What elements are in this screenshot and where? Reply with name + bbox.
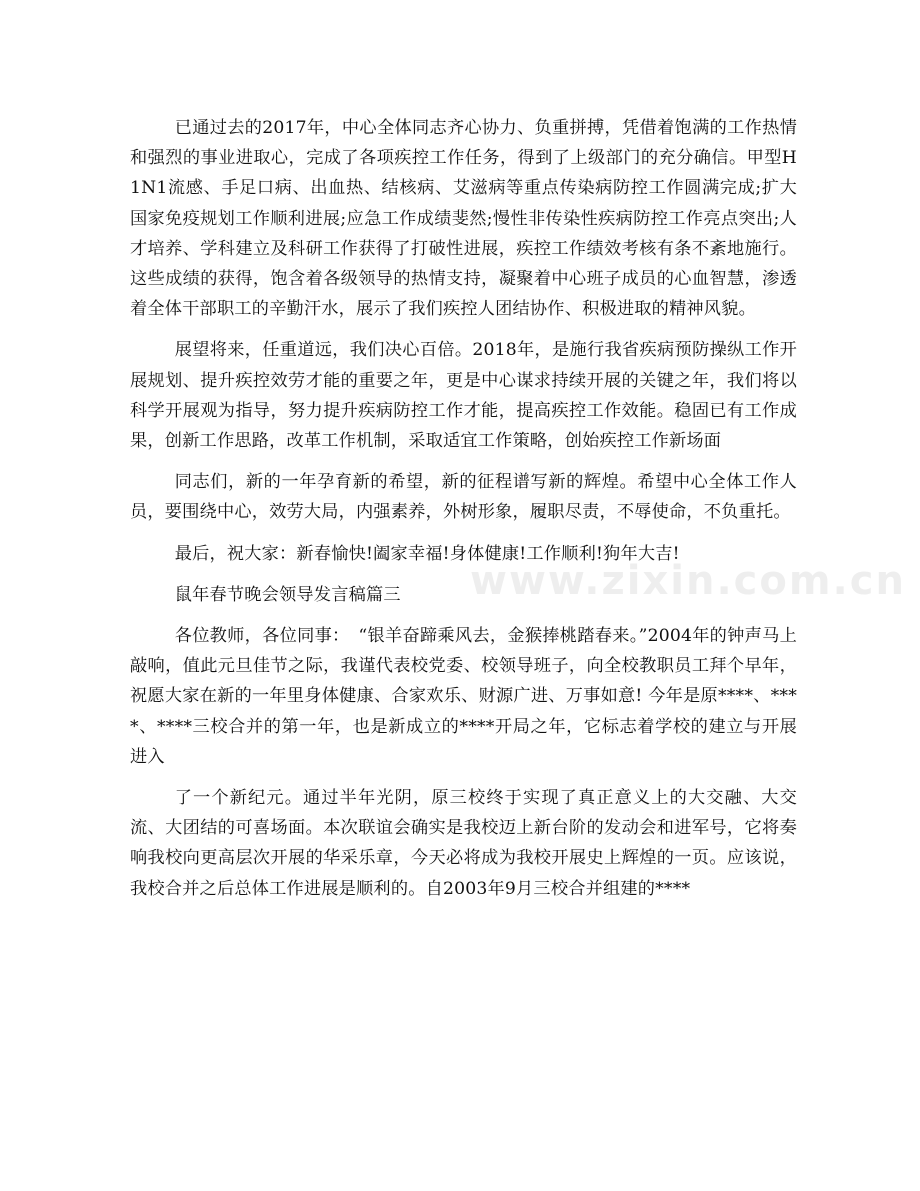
paragraph-wishes: 最后，祝大家：新春愉快!阖家幸福!身体健康!工作顺利!狗年大吉! <box>174 543 680 564</box>
section-title-part-three: 鼠年春节晚会领导发言稿篇三 <box>174 584 401 605</box>
document-body <box>130 113 797 915</box>
paragraph-new-era: 了一个新纪元。通过半年光阴，原三校终于实现了真正意义上的大交融、大交流、大团结的可喜场面。本次联谊会确实是我校迈上新台阶的发动会和进军号，它将奏响我校向更高层次开展的华采乐章，今天必将成为我校开展史上辉煌的一页。应该说，我校合并之后总体工作进展是顺利的。自2003年9月三校合并组建的**** <box>130 788 797 899</box>
paragraph-outlook-2018: 展望将来，任重道远，我们决心百倍。2018年，是施行我省疾病预防操纵工作开展规划、提升疾控效劳才能的重要之年，更是中心谋求持续开展的关键之年，我们将以科学开展观为指导，努力提升疾病防控工作才能，提高疾控工作效能。稳固已有工作成果，创新工作思路，改革工作机制，采取适宜工作策略，创始疾控工作新场面 <box>130 340 797 452</box>
watermark: www.zixin.com.cn <box>470 558 906 604</box>
paragraph-review-2017: 已通过去的2017年，中心全体同志齐心协力、负重拼搏，凭借着饱满的工作热情和强烈的事业进取心，完成了各项疾控工作任务，得到了上级部门的充分确信。甲型H1N1流感、手足口病、出血热、结核病、艾滋病等重点传染病防控工作圆满完成;扩大国家免疫规划工作顺利进展;应急工作成绩斐然;慢性非传染性疾病防控工作亮点突出;人才培养、学科建立及科研工作获得了打破性进展，疾控工作绩效考核有条不紊地施行。这些成绩的获得，饱含着各级领导的热情支持，凝聚着中心班子成员的心血智慧，渗透着全体干部职工的辛勤汗水，展示了我们疾控人团结协作、积极进取的精神风貌。 <box>130 118 797 320</box>
paragraph-hope: 同志们，新的一年孕育新的希望，新的征程谱写新的辉煌。希望中心全体工作人员，要围绕中心，效劳大局，内强素养，外树形象，履职尽责，不辱使命，不负重托。 <box>130 472 797 523</box>
paragraph-greeting: 各位教师，各位同事： “银羊奋蹄乘风去，金猴捧桃踏春来。”2004年的钟声马上敲响，值此元旦佳节之际，我谨代表校党委、校领导班子，向全校教职员工拜个早年，祝愿大家在新的一年里身体健康、合家欢乐、财源广进、万事如意! 今年是原****、****、****三校合并的第一年，也是新成立的****开局之年，它标志着学校的建立与开展进入 <box>130 626 797 767</box>
